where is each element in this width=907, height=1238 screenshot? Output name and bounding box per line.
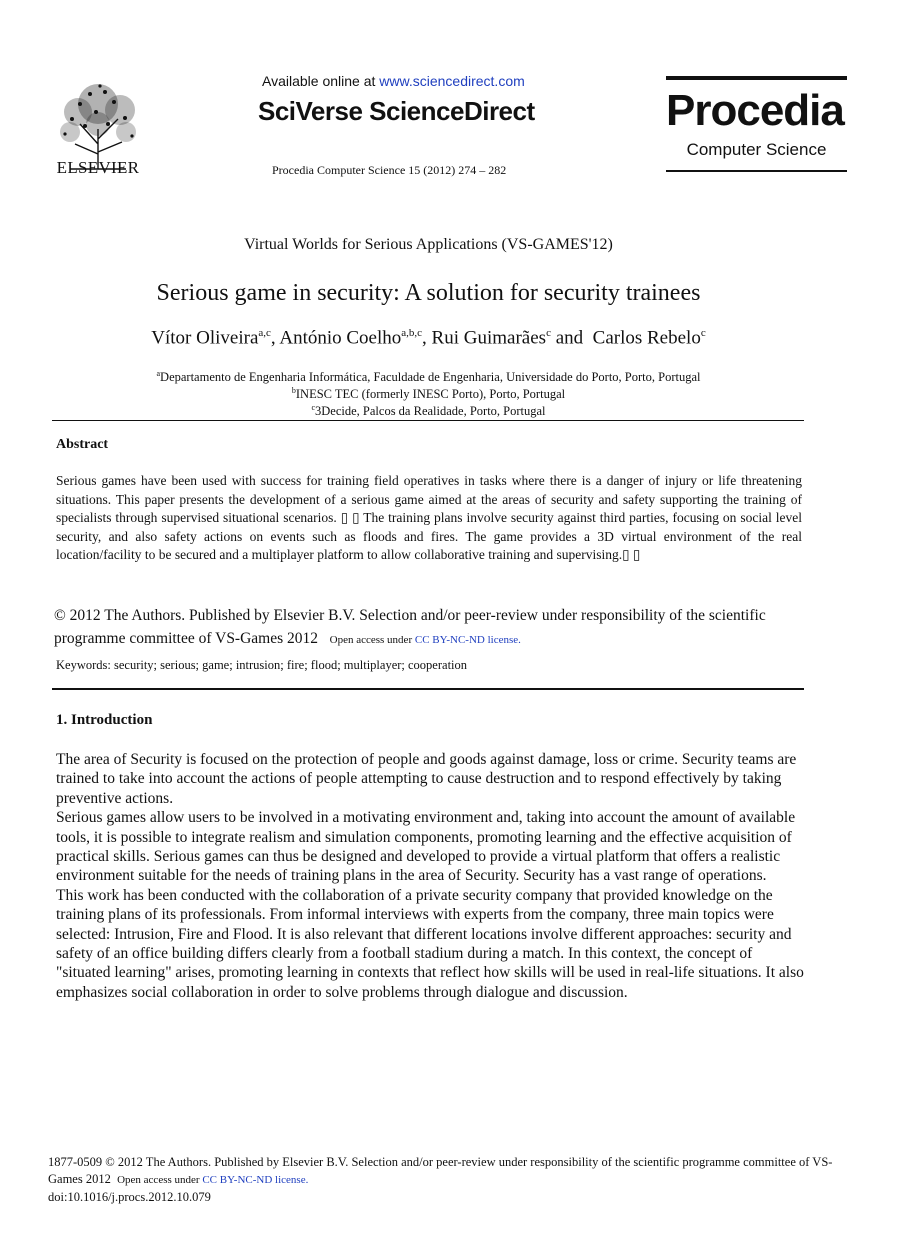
procedia-bottom-rule [666,170,847,172]
elsevier-wordmark: ELSEVIER [56,158,140,177]
affiliation-text: INESC TEC (formerly INESC Porto), Porto, Portugal [295,387,566,402]
license-link[interactable]: CC BY-NC-ND license. [414,634,521,646]
open-access-label: Open access under [329,634,415,646]
open-access-note [330,634,521,646]
procedia-subtitle: Computer Science [686,140,827,159]
procedia-title: Procedia [666,86,844,135]
affiliation-text: 3Decide, Palcos da Realidade, Porto, Portugal [315,404,546,419]
copyright-text: © 2012 The Authors. Published by Elsevier B.V. Selection and/or peer-review under responsibility of the scientific programme committee of VS-Games 2012 [54,607,766,647]
conference-name: Virtual Worlds for Serious Applications (VS-GAMES'12) [244,236,613,253]
paragraph: This work has been conducted with the collaboration of a private security company that provided knowledge on the training plans of its professionals. From informal interviews with experts from the company, three main topics were selected: Intrusion, Fire and Flood. It is also relevant that different locations involve different approaches: security and safety of an office building differs clearly from a football stadium during a match. In this context, the concept of "situated learning" arises, promoting learning in contexts that reflect how skills will be used in real-life situations. It also emphasizes social collaboration in order to solve problems through dialogue and discussion. [56,886,804,1001]
available-prefix: Available online at [262,73,380,89]
author-name: António Coelho [279,327,402,349]
available-online [262,73,525,89]
journal-reference: Procedia Computer Science 15 (2012) 274 – 282 [272,163,507,177]
author-name: Carlos Rebelo [592,327,701,349]
paragraph: The area of Security is focused on the protection of people and goods against damage, loss or crime. Security teams are trained to take into account the actions of people attempting to cause destruction and to respond effectively by taking preventive actions. [56,751,797,807]
footer-doi: doi:10.1016/j.procs.2012.10.079 [48,1190,211,1204]
affiliation-b [0,386,857,402]
author-affiliation-mark: c [546,327,551,339]
footer-open-access [117,1174,308,1186]
keywords: Keywords: security; serious; game; intrusion; fire; flood; multiplayer; cooperation [56,658,468,672]
abstract-heading: Abstract [56,437,109,452]
procedia-logo [666,76,847,172]
paragraph: Serious games allow users to be involved in a motivating environment and, taking into account the amount of available tools, it is possible to integrate realism and simulation components, promoting learning and the effective acquisition of practical skills. Serious games can thus be designed and developed to provide a virtual platform that offers a realistic environment suitable for the needs of training plans in the area of Security. Security has a vast range of operations. [56,809,796,885]
footer-open-access-label: Open access under [117,1174,203,1186]
introduction-body [56,750,806,1002]
author-affiliation-mark: a,b,c [401,327,423,339]
affiliation-mark: b [291,386,296,395]
abstract-bottom-rule [52,688,804,690]
procedia-top-rule [666,76,847,80]
author-name: Rui Guimarães [431,327,547,349]
author-separator: , [270,327,280,349]
paper-title: Serious game in security: A solution for security trainees [156,280,701,306]
author-name: Vítor Oliveira [151,327,259,349]
section-heading-introduction: 1. Introduction [56,712,153,728]
author-affiliation-mark: c [700,327,706,339]
abstract-body: Serious games have been used with success for training field operatives in tasks where there is a danger of injury or life threatening situations. This paper presents the development of a serious game aimed at the areas of security and safety supporting the training of specialists through supervised situational scenarios. ▯ ▯ The training plans involve security against third parties, focusing on social level security, and also safety actions on events such as floods and fires. The game provides a 3D virtual environment of the real location/facility to be secured and a multiplayer platform to allow collaborative training and supervising.▯ ▯ [56,473,802,562]
affiliation-text: Departamento de Engenharia Informática, Faculdade de Engenharia, Universidade do Porto, Porto, Portugal [160,370,701,385]
abstract-top-rule [52,420,804,421]
affiliation-mark: c [311,403,316,412]
author-affiliation-mark: a,c [258,327,271,339]
affiliation-mark: a [156,369,161,378]
sciencedirect-link[interactable]: www.sciencedirect.com [379,73,525,89]
author-list [0,327,857,349]
footer-issn-copyright: 1877-0509 © 2012 The Authors. Published by Elsevier B.V. Selection and/or peer-review under responsibility of the scientific programme committee of VS-Games 2012 [48,1155,833,1186]
sciverse-sciencedirect-logo: SciVerse ScienceDirect [258,96,535,126]
footer [48,1154,858,1206]
copyright-notice [54,604,824,652]
author-separator: and [550,327,593,349]
affiliation-c [0,403,857,419]
author-separator: , [422,327,432,349]
footer-license-link[interactable]: CC BY-NC-ND license. [202,1174,309,1186]
affiliation-a [0,369,857,385]
